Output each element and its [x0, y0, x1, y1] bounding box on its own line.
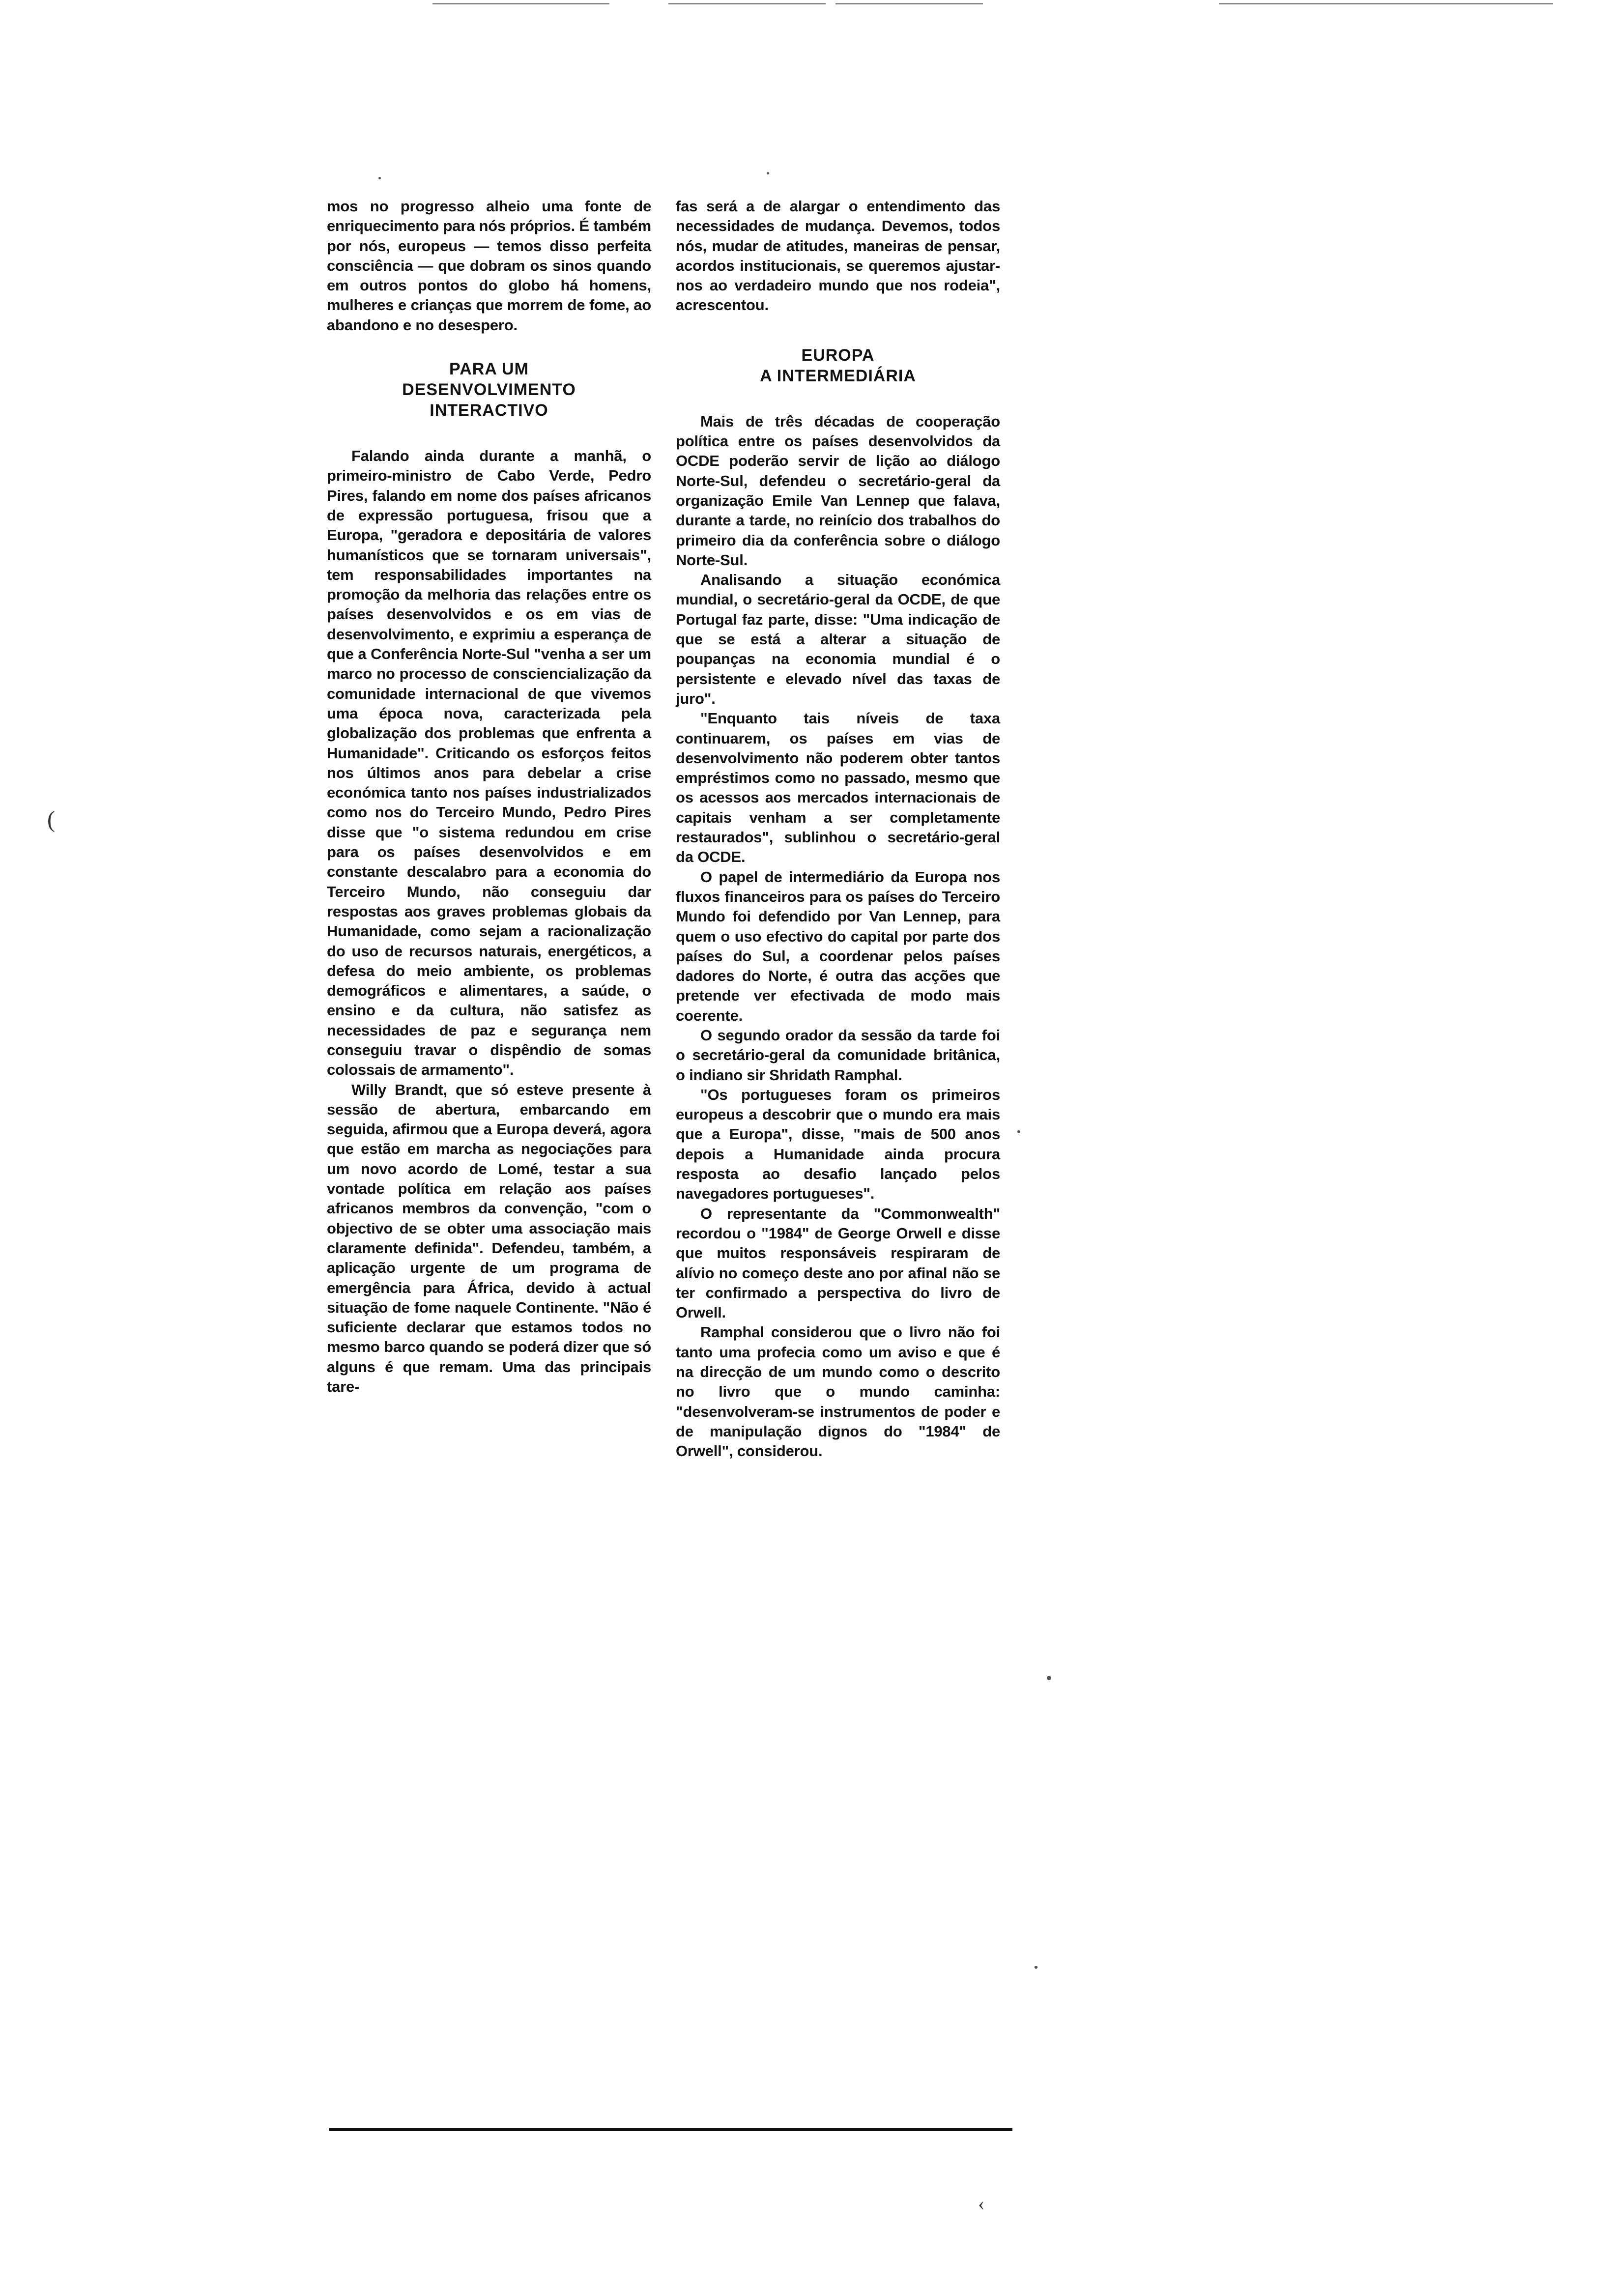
article-column-left	[327, 197, 651, 1397]
article-paragraph: mos no progresso alheio uma fonte de enriquecimento para nós próprios. É também por nós, europeus — temos disso perfeita consciência — que dobram os sinos quando em outros pontos do globo há homens, mulheres e crianças que morrem de fome, ao abandono e no desespero.	[327, 198, 651, 334]
article-paragraph: "Os portugueses foram os primeiros europeus a descobrir que o mundo era mais que a Europa", disse, "mais de 500 anos depois a Humanidade ainda procura resposta ao desafio lançado pelos navegadores portugueses".	[676, 1086, 1000, 1203]
scan-speck	[1017, 1130, 1020, 1133]
heading-line: INTERACTIVO	[430, 401, 548, 420]
section-heading-desenvolvimento	[327, 359, 651, 421]
article-paragraph: Ramphal considerou que o livro não foi tanto uma profecia como um aviso e que é na direcção de um mundo como o descrito no livro que o mundo caminha: "desenvolveram-se instrumentos de poder e de manipulação dignos do "1984" de Orwell", considerou.	[676, 1323, 1000, 1460]
scan-edge-line	[1219, 3, 1553, 4]
article-paragraph: O segundo orador da sessão da tarde foi o secretário-geral da comunidade britânica, o indiano sir Shridath Ramphal.	[676, 1026, 1000, 1084]
article-paragraph: O papel de intermediário da Europa nos fluxos financeiros para os países do Terceiro Mundo foi defendido por Van Lennep, para quem o uso efectivo do capital por parte dos países do Sul, a coordenar pelos países dadores do Norte, é outra das acções que pretende ver efectivada de modo mais coerente.	[676, 868, 1000, 1024]
right-paragraphs-after	[676, 412, 1000, 1462]
article-paragraph: Mais de três décadas de cooperação política entre os países desenvolvidos da OCDE poderão servir de lição ao diálogo Norte-Sul, defendeu o secretário-geral da organização Emile Van Lennep que falava, durante a tarde, no reinício dos trabalhos do primeiro dia da conferência sobre o diálogo Norte-Sul.	[676, 412, 1000, 569]
article-paragraph: O representante da "Commonwealth" recordou o "1984" de George Orwell e disse que muitos responsáveis respiraram de alívio no começo deste ano por afinal não se ter confirmado a perspectiva do livro de Orwell.	[676, 1205, 1000, 1321]
scan-speck	[767, 172, 769, 174]
left-paragraphs-after	[327, 446, 651, 1397]
scan-speck	[1035, 1966, 1037, 1969]
margin-bracket-mark: (	[47, 806, 55, 832]
article-paragraph: fas será a de alargar o entendimento das necessidades de mudança. Devemos, todos nós, mudar de atitudes, maneiras de pensar, acordos institucionais, se queremos ajustar-nos ao verdadeiro mundo que nos rodeia", acrescentou.	[676, 198, 1000, 314]
right-paragraphs-before	[676, 197, 1000, 316]
left-paragraphs-before	[327, 197, 651, 335]
heading-line: PARA UM	[449, 360, 529, 379]
article-end-rule	[329, 2128, 1012, 2131]
scan-edge-line	[668, 3, 826, 4]
article-paragraph: Willy Brandt, que só esteve presente à sessão de abertura, embarcando em seguida, afirmou que a Europa deverá, agora que estão em marcha as negociações para um novo acordo de Lomé, testar a sua vontade política em relação aos países africanos membros da convenção, "com o objectivo de se obter uma associação mais claramente definida". Defendeu, também, a aplicação urgente de um programa de emergência para África, devido à actual situação de fome naquele Continente. "Não é suficiente declarar que estamos todos no mesmo barco quando se poderá dizer que só alguns é que remam. Uma das principais tare-	[327, 1081, 651, 1396]
heading-line: A INTERMEDIÁRIA	[760, 366, 916, 385]
section-heading-europa	[676, 345, 1000, 386]
scan-edge-line	[432, 3, 609, 4]
article-paragraph: "Enquanto tais níveis de taxa continuarem, os países em vias de desenvolvimento não poderem obter tantos empréstimos como no passado, mesmo que os acessos aos mercados internacionais de capitais venham a ser completamente restaurados", sublinhou o secretário-geral da OCDE.	[676, 710, 1000, 866]
heading-line: DESENVOLVIMENTO	[402, 380, 576, 400]
scan-edge-line	[835, 3, 983, 4]
article-column-right	[676, 197, 1000, 1462]
margin-tick-mark: ‹	[978, 2192, 985, 2214]
scan-speck	[378, 177, 381, 179]
scan-speck	[1047, 1676, 1051, 1680]
article-paragraph: Analisando a situação económica mundial, o secretário-geral da OCDE, de que Portugal faz parte, disse: "Uma indicação de que se está a alterar a situação de poupanças na economia mundial é o persistente e elevado nível das taxas de juro".	[676, 571, 1000, 707]
heading-line: EUROPA	[801, 345, 875, 365]
article-paragraph: Falando ainda durante a manhã, o primeiro-ministro de Cabo Verde, Pedro Pires, falando em nome dos países africanos de expressão portuguesa, frisou que a Europa, "geradora e depositária de valores humanísticos que se tornaram universais", tem responsabilidades importantes na promoção da melhoria das relações entre os países desenvolvidos e os em vias de desenvolvimento, e exprimiu a esperança de que a Conferência Norte-Sul "venha a ser um marco no processo de consciencialização da comunidade internacional de que vivemos uma época nova, caracterizada pela globalização dos problemas que enfrenta a Humanidade". Criticando os esforços feitos nos últimos anos para debelar a crise económica tanto nos países industrializados como nos do Terceiro Mundo, Pedro Pires disse que "o sistema redundou em crise para os países desenvolvidos e em constante descalabro para a economia do Terceiro Mundo, não conseguiu dar respostas aos graves problemas globais da Humanidade, como sejam a racionalização do uso de recursos naturais, energéticos, a defesa do meio ambiente, os problemas demográficos e alimentares, a saúde, o ensino e da cultura, não satisfez as necessidades de paz e segurança nem conseguiu travar o dispêndio de somas colossais de armamento".	[327, 447, 651, 1079]
